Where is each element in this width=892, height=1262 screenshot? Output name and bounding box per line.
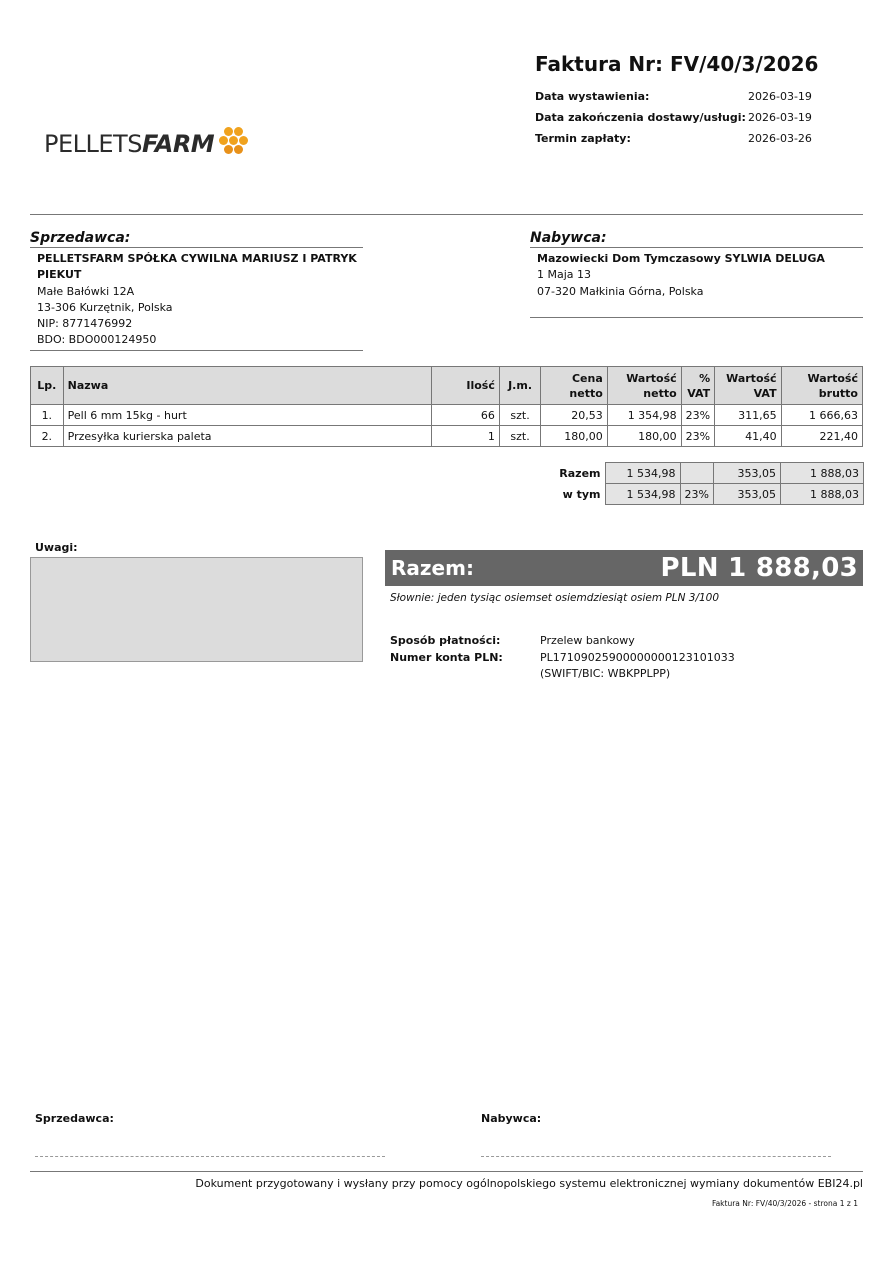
cell-vat-pct: 23% [681, 426, 714, 447]
invoice-dates [535, 86, 865, 149]
total-bar [385, 550, 863, 586]
cell-name: Pell 6 mm 15kg - hurt [63, 405, 432, 426]
seller-street: Małe Bałówki 12A [37, 284, 135, 298]
date-label: Data wystawienia: [535, 90, 650, 103]
col-header-line: Wartość [626, 371, 677, 385]
payment-method-value: Przelew bankowy [540, 634, 635, 647]
footer-text: Dokument przygotowany i wysłany przy pomocy ogólnopolskiego systemu elektronicznej wymiany dokumentów EBI24.pl [195, 1177, 863, 1190]
cell-name: Przesyłka kurierska paleta [63, 426, 432, 447]
cell-net: 1 354,98 [607, 405, 681, 426]
col-header-line: % [699, 371, 711, 385]
sum-vat: 353,05 [713, 463, 780, 484]
date-value: 2026-03-26 [748, 132, 812, 145]
date-label: Termin zapłaty: [535, 132, 631, 145]
cell-vat: 41,40 [715, 426, 781, 447]
payment-method-row [390, 633, 735, 649]
sums-table [540, 462, 864, 505]
cell-lp: 2. [31, 426, 64, 447]
col-header-lp: Lp. [31, 367, 64, 405]
cell-unit: szt. [499, 426, 540, 447]
seller-section [30, 230, 363, 351]
account-row [390, 650, 735, 682]
date-row-due [535, 128, 865, 149]
date-value: 2026-03-19 [748, 111, 812, 124]
col-header-vat [715, 367, 781, 405]
sum-gross: 1 888,03 [780, 463, 863, 484]
cell-vat-pct: 23% [681, 405, 714, 426]
sum-net: 1 534,98 [605, 463, 680, 484]
notes-box [30, 557, 363, 662]
col-header-line: brutto [818, 386, 858, 400]
buyer-name: Mazowiecki Dom Tymczasowy SYLWIA DELUGA [537, 252, 825, 265]
cell-net: 180,00 [607, 426, 681, 447]
col-header-price [541, 367, 608, 405]
sum-vat: 353,05 [713, 484, 780, 505]
logo-wordmark [44, 132, 214, 156]
col-header-line: VAT [753, 386, 777, 400]
buyer-street: 1 Maja 13 [537, 268, 592, 282]
sum-row-incl [540, 484, 863, 505]
invoice-title: Faktura Nr: FV/40/3/2026 [535, 52, 819, 76]
swift-code: (SWIFT/BIC: WBKPPLPP) [540, 667, 671, 680]
account-label: Numer konta PLN: [390, 651, 503, 664]
buyer-title: Nabywca: [530, 230, 863, 248]
buyer-section [530, 230, 863, 318]
signature-buyer-line [481, 1156, 831, 1157]
col-header-name: Nazwa [63, 367, 432, 405]
col-header-net [607, 367, 681, 405]
payment-details [390, 633, 735, 682]
signature-seller-line [35, 1156, 385, 1157]
col-header-unit: J.m. [499, 367, 540, 405]
pellets-dots-icon [216, 125, 250, 159]
company-logo [44, 124, 250, 164]
date-value: 2026-03-19 [748, 90, 812, 103]
cell-unit: szt. [499, 405, 540, 426]
buyer-details [530, 248, 863, 318]
col-header-line: VAT [687, 386, 711, 400]
table-row [31, 426, 863, 447]
seller-bdo: BDO: BDO000124950 [37, 333, 157, 347]
date-row-issue [535, 86, 865, 107]
sum-gross: 1 888,03 [780, 484, 863, 505]
sum-vat-pct [680, 463, 713, 484]
cell-qty: 66 [432, 405, 500, 426]
total-amount: PLN 1 888,03 [660, 553, 858, 583]
account-value-group [540, 650, 735, 682]
logo-thin-text: PELLETS [44, 130, 142, 158]
total-label: Razem: [391, 556, 474, 580]
col-header-vat-pct [681, 367, 714, 405]
footer-divider [30, 1171, 863, 1172]
col-header-line: netto [569, 386, 603, 400]
sum-label: w tym [562, 487, 601, 501]
seller-details [30, 248, 363, 351]
col-header-qty: Ilość [432, 367, 500, 405]
seller-nip: NIP: 8771476992 [37, 317, 133, 331]
header-divider [30, 214, 863, 215]
col-header-gross [781, 367, 862, 405]
cell-price: 20,53 [541, 405, 608, 426]
col-header-line: Wartość [726, 371, 777, 385]
payment-method-label: Sposób płatności: [390, 634, 501, 647]
sum-row-total [540, 463, 863, 484]
date-row-delivery [535, 107, 865, 128]
seller-title: Sprzedawca: [30, 230, 363, 248]
sum-vat-pct: 23% [680, 484, 713, 505]
sum-net: 1 534,98 [605, 484, 680, 505]
col-header-line: Wartość [807, 371, 858, 385]
buyer-city: 07-320 Małkinia Górna, Polska [537, 284, 704, 298]
table-row [31, 405, 863, 426]
footer-page-number: Faktura Nr: FV/40/3/2026 - strona 1 z 1 [711, 1199, 858, 1208]
amount-in-words: Słownie: jeden tysiąc osiemset osiemdziesiąt osiem PLN 3/100 [390, 592, 720, 604]
logo-bold-text: FARM [141, 130, 215, 158]
sum-label: Razem [559, 466, 601, 480]
signature-buyer-label: Nabywca: [481, 1112, 542, 1125]
items-table [30, 366, 863, 447]
col-header-line: Cena [571, 371, 603, 385]
cell-lp: 1. [31, 405, 64, 426]
table-header-row [31, 367, 863, 405]
seller-name: PELLETSFARM SPÓŁKA CYWILNA MARIUSZ I PATRYK PIEKUT [37, 252, 357, 282]
cell-vat: 311,65 [715, 405, 781, 426]
notes-label: Uwagi: [35, 541, 78, 554]
date-label: Data zakończenia dostawy/usługi: [535, 111, 746, 124]
cell-qty: 1 [432, 426, 500, 447]
seller-city: 13-306 Kurzętnik, Polska [37, 300, 173, 314]
signature-seller-label: Sprzedawca: [35, 1112, 114, 1125]
cell-gross: 221,40 [781, 426, 862, 447]
cell-price: 180,00 [541, 426, 608, 447]
cell-gross: 1 666,63 [781, 405, 862, 426]
account-number: PL17109025900000000123101033 [540, 651, 735, 664]
col-header-line: netto [643, 386, 677, 400]
